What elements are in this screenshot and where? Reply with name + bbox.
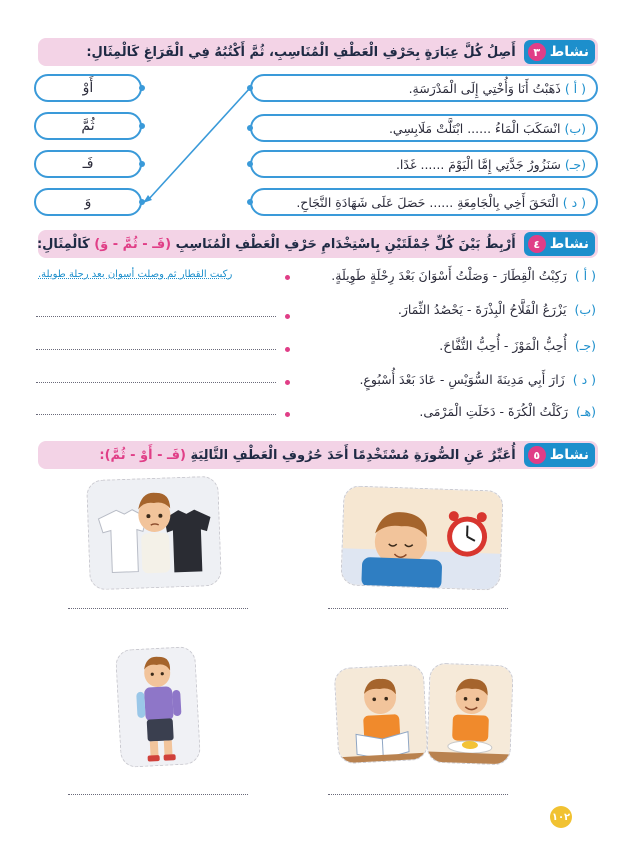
activity-5-title-main: أُعَبِّرُ عَنِ الصُّورَةِ مُسْتَخْدِمًا أَحَدَ حُرُوفِ الْعَطْفِ التَّالِيَةِ: [190, 447, 516, 463]
conjunction-fa[interactable]: فَـ: [34, 150, 142, 178]
picture-boy-choosing-shirts: [86, 476, 222, 591]
link-item-d: [359, 372, 596, 387]
activity-word: نشاط: [549, 236, 589, 252]
boy-standing-illustration: [116, 647, 201, 768]
activity-word: نشاط: [549, 44, 589, 60]
item-letter: ( أ ): [574, 268, 596, 283]
answer-line-d[interactable]: [36, 382, 276, 383]
bullet-dot: [285, 314, 290, 319]
boy-reading-illustration: [335, 665, 429, 765]
answer-line-b[interactable]: [36, 316, 276, 317]
activity-5-header: [38, 441, 598, 469]
conjunction-thumma[interactable]: ثُمَّ: [34, 112, 142, 140]
picture-boy-eating: [426, 663, 513, 766]
item-letter: (ب): [574, 302, 596, 317]
answer-line-picture-2[interactable]: [328, 608, 508, 609]
activity-tag: [524, 232, 595, 256]
answer-line-picture-4[interactable]: [328, 794, 508, 795]
answer-line-picture-3[interactable]: [68, 794, 248, 795]
activity-3-title: أَصِلُ كُلَّ عِبَارَةٍ بِحَرْفِ الْعَطْفِ الْمُنَاسِبِ، ثُمَّ أَكْتُبُهُ فِي الْفَرَاغِ كَالْمِثَالِ:: [86, 44, 516, 60]
bullet-dot: [285, 380, 290, 385]
activity-word: نشاط: [549, 447, 589, 463]
activity-4-header: [38, 230, 598, 258]
conjunction-aw[interactable]: أَوْ: [34, 74, 142, 102]
item-text: يَزْرَعُ الْفَلَّاحُ الْبِذْرَةَ - يَحْصُدُ الثِّمَارَ.: [397, 302, 567, 317]
item-letter: ( د ): [562, 194, 586, 210]
item-letter: ( أ ): [564, 80, 586, 96]
activity-number: ٣: [528, 43, 546, 61]
item-letter: (جـ): [574, 338, 596, 353]
link-item-a: [331, 268, 596, 283]
activity-5-title-options: (فَـ - أَوْ - ثُمَّ):: [99, 447, 186, 463]
link-item-c: [439, 338, 596, 353]
page-number: ١٠٢: [550, 806, 572, 828]
link-item-b: [398, 302, 596, 317]
activity-tag: [524, 443, 595, 467]
picture-boy-standing: [115, 646, 201, 768]
item-text: أُحِبُّ الْمَوْزَ - أُحِبُّ التُّفَّاحَ.: [439, 338, 567, 353]
item-letter: (ب): [564, 120, 586, 136]
link-item-e: [419, 404, 596, 419]
sentence-text: انْسَكَبَ الْمَاءُ ...... ابْتَلَّتْ مَلَابِسِي.: [388, 120, 561, 136]
activity-number: ٤: [528, 235, 546, 253]
boy-shirts-illustration: [87, 477, 222, 591]
item-letter: ( د ): [572, 372, 596, 387]
activity-4-title-main: أَرْبِطُ بَيْنَ كُلِّ جُمْلَتَيْنِ بِاسْتِخْدَامِ حَرْفِ الْعَطْفِ الْمُنَاسِبِ: [175, 236, 516, 252]
item-letter: (هـ): [575, 404, 596, 419]
item-letter: (جـ): [564, 156, 586, 172]
activity-4-title-options: (فَـ - ثُمَّ - وَ): [94, 236, 172, 252]
bullet-dot: [285, 347, 290, 352]
sentence-text: الْتَحَقَ أَخِي بِالْجَامِعَةِ ...... حَصَلَ عَلَى شَهَادَةِ النَّجَاحِ.: [296, 194, 559, 210]
picture-boy-reading: [334, 664, 429, 765]
example-connector-line: [0, 0, 626, 260]
activity-5-title: [99, 448, 515, 463]
answer-line-e[interactable]: [36, 414, 276, 415]
answer-line-a[interactable]: ركبت القطار ثم وصلت أسوان بعد رحلة طويلة.: [38, 269, 233, 280]
answer-line-picture-1[interactable]: [68, 608, 248, 609]
item-text: زَارَ أَبِي مَدِينَةَ السُّوَيْسِ - عَادَ بَعْدَ أُسْبُوعٍ.: [359, 372, 565, 387]
boy-eating-illustration: [427, 664, 513, 766]
boy-alarm-illustration: [341, 486, 503, 590]
picture-boy-waking-alarm: [340, 485, 503, 591]
activity-4-title-end: كَالْمِثَالِ:: [36, 236, 90, 252]
sentence-text: سَنَزُورُ جَدَّتِي إِمَّا الْيَوْمَ ...... غَدًا.: [395, 156, 561, 172]
item-text: رَكَلْتُ الْكُرَةَ - دَخَلَتِ الْمَرْمَى.: [419, 404, 568, 419]
conjunction-wa[interactable]: وَ: [34, 188, 142, 216]
item-text: رَكِبْتُ الْقِطَارَ - وَصَلْتُ أَسْوَانَ بَعْدَ رِحْلَةٍ طَوِيلَةٍ.: [331, 268, 567, 283]
sentence-text: ذَهَبْتُ أَنَا وَأُخْتِي إِلَى الْمَدْرَسَةِ.: [408, 80, 561, 96]
activity-4-title: [37, 237, 516, 252]
bullet-dot: [285, 412, 290, 417]
activity-number: ٥: [528, 446, 546, 464]
answer-line-c[interactable]: [36, 349, 276, 350]
